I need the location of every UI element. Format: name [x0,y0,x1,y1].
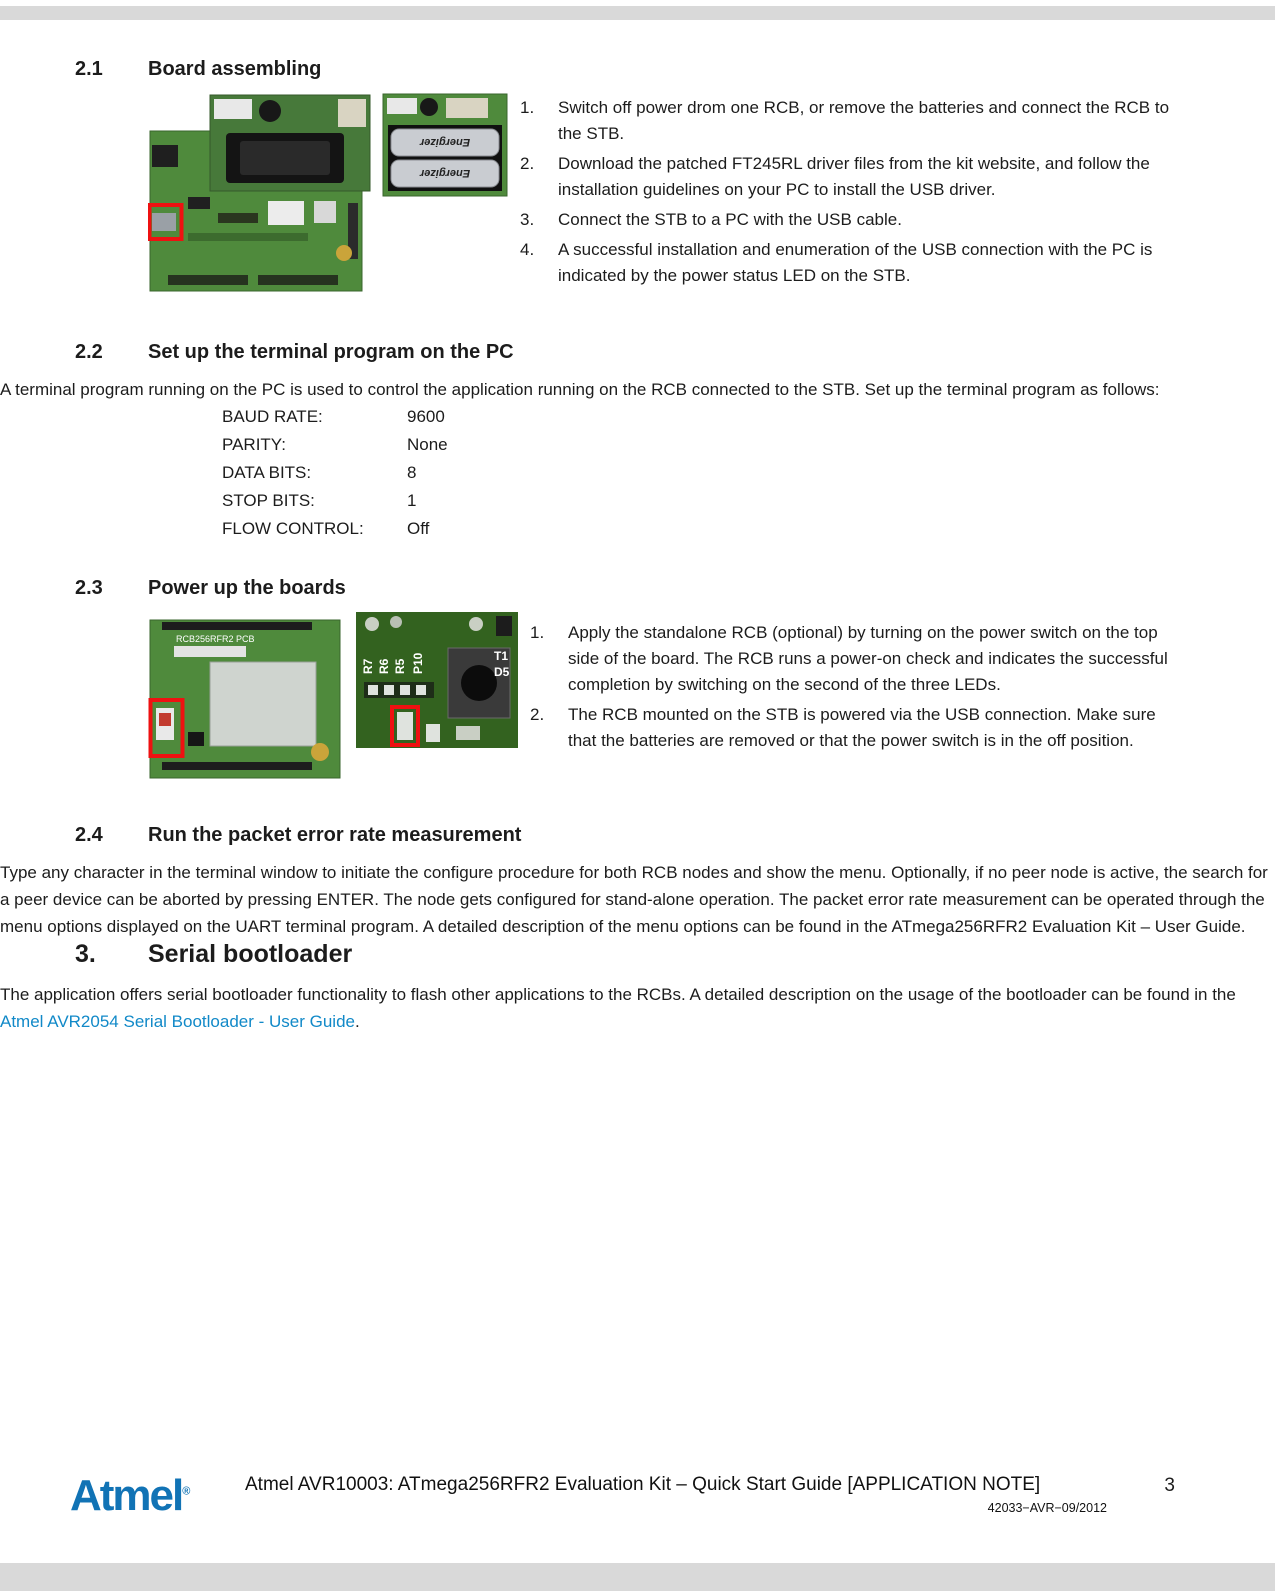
section-heading [0,341,1275,364]
step-number: 3. [520,210,535,229]
setting-value: 1 [407,491,417,510]
power-up-row [148,612,1170,788]
board-assembling-row [148,93,1170,293]
rcb-switch-closeup-image [356,612,518,748]
step-item [520,151,1170,203]
rcb-board-image [148,612,344,784]
section-board-assembling [0,58,1275,293]
step-item [530,702,1170,754]
section-number: 2.4 [75,824,103,846]
closeup-label-p10: P10 [411,652,425,674]
closeup-label-t1: T1 [494,649,509,663]
atmel-logo-text: Atmel [70,1471,183,1520]
board-assembling-figures [148,93,520,293]
bootloader-text-after: . [354,1012,360,1031]
section-serial-bootloader [0,940,1275,1035]
setting-label: DATA BITS: [222,463,312,482]
step-number: 2. [520,154,535,173]
section-heading [0,824,1275,847]
setting-value: None [407,435,448,454]
section-number: 3. [75,940,96,968]
section-title: Board assembling [148,58,322,80]
step-number: 1. [520,98,535,117]
step-text: Connect the STB to a PC with the USB cable. [558,210,902,229]
setting-row [222,403,1275,431]
step-text: A successful installation and enumeration of the USB connection with the PC is indicated by the power status LED on the STB. [558,240,1153,285]
step-number: 1. [530,623,545,642]
bootloader-guide-link[interactable]: Atmel AVR2054 Serial Bootloader - User Guide [0,1012,355,1031]
page-bottom-bar [0,1563,1275,1591]
battery-brand-label: Energizer [419,136,471,148]
serial-bootloader-body [0,981,1275,1035]
step-text: Download the patched FT245RL driver files from the kit website, and follow the installation guidelines on your PC to install the USB driver. [558,154,1150,199]
section-title: Run the packet error rate measurement [148,824,522,846]
setting-value: 8 [407,463,417,482]
step-number: 4. [520,240,535,259]
rcb-board-label: RCB256RFR2 PCB [176,634,255,644]
page-top-bar [0,6,1275,20]
closeup-label-d5: D5 [494,665,510,679]
section-title: Serial bootloader [148,940,353,968]
setting-row [222,431,1275,459]
terminal-setup-intro: A terminal program running on the PC is used to control the application running on the RCB connected to the STB. Set up the terminal program as follows: [0,380,1160,399]
footer-text-block [245,1474,1107,1515]
setting-label: FLOW CONTROL: [222,519,364,538]
registered-mark-icon: ® [182,1485,191,1498]
power-up-steps [530,612,1170,788]
setting-row [222,459,1275,487]
section-terminal-setup [0,341,1275,543]
setting-label: STOP BITS: [222,491,315,510]
step-text: Switch off power drom one RCB, or remove the batteries and connect the RCB to the STB. [558,98,1170,143]
closeup-label-r5: R5 [393,658,407,674]
section-heading [0,940,1275,969]
footer-doc-code: 42033−AVR−09/2012 [987,1501,1107,1515]
section-packet-error-rate [0,824,1275,940]
section-heading [0,58,1275,81]
terminal-settings-list [222,403,1275,543]
step-number: 2. [530,705,545,724]
closeup-label-r7: R7 [361,658,375,674]
section-heading [0,577,1275,600]
section-number: 2.2 [75,341,103,363]
setting-label: PARITY: [222,435,286,454]
footer-document-title: Atmel AVR10003: ATmega256RFR2 Evaluation Kit – Quick Start Guide [APPLICATION NOTE] [245,1474,1041,1495]
power-up-figures [148,612,530,788]
battery-brand-label: Energizer [419,167,471,179]
setting-label: BAUD RATE: [222,407,323,426]
step-text: Apply the standalone RCB (optional) by turning on the power switch on the top side of the board. The RCB runs a power-on check and indicates the successful completion by switching on the second of the three LEDs. [568,623,1168,694]
page-content [0,58,1275,1035]
stb-board-image [148,93,372,293]
step-item [520,207,1170,233]
setting-value: Off [407,519,430,538]
bootloader-text-before: The application offers serial bootloader functionality to flash other applications to the RCBs. A detailed description on the usage of the bootloader can be found in the [0,985,1236,1004]
page-footer [70,1471,1175,1520]
section-title: Power up the boards [148,577,346,599]
board-assembling-steps [520,93,1170,293]
rcb-battery-image [382,93,508,197]
atmel-logo [70,1471,245,1520]
setting-value: 9600 [407,407,445,426]
step-item [520,237,1170,289]
section-title: Set up the terminal program on the PC [148,341,514,363]
step-item [520,95,1170,147]
setting-row [222,487,1275,515]
section-power-up [0,577,1275,788]
section-number: 2.3 [75,577,103,599]
step-text: The RCB mounted on the STB is powered via the USB connection. Make sure that the batteries are removed or that the power switch is in the off position. [568,705,1156,750]
closeup-label-r6: R6 [377,658,391,674]
packet-error-rate-body: Type any character in the terminal window to initiate the configure procedure for both RCB nodes and show the menu. Optionally, if no peer node is active, the search for a peer device can be aborted by pressing ENTER. The node gets configured for stand-alone operation. The packet error rate measurement can be operated through the menu options displayed on the UART terminal program. A detailed description of the menu options can be found in the ATmega256RFR2 Evaluation Kit – User Guide. [0,863,1268,936]
setting-row [222,515,1275,543]
step-item [530,620,1170,698]
section-number: 2.1 [75,58,103,80]
footer-page-number: 3 [1164,1475,1175,1496]
